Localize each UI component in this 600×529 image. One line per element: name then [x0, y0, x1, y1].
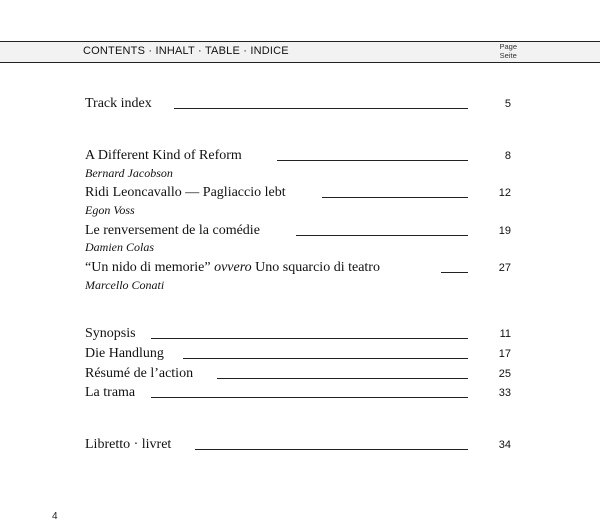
- toc-entry-page: 12: [498, 187, 511, 199]
- leader-line: [217, 378, 468, 379]
- toc-entry-renversement-de-la-comedie[interactable]: [85, 222, 511, 240]
- toc-entry-title: La trama: [85, 385, 136, 400]
- toc-entry-page: 19: [498, 225, 511, 237]
- toc-entry-title: Ridi Leoncavallo — Pagliaccio lebt: [85, 185, 286, 200]
- toc-entry-ridi-leoncavallo[interactable]: [85, 184, 511, 202]
- page-label-de: Seite: [499, 51, 517, 60]
- toc-entry-title: [85, 259, 380, 277]
- toc-entry-page: 34: [498, 439, 511, 451]
- toc-entry-page: 11: [499, 328, 511, 340]
- toc-entry-title: Libretto · livret: [85, 437, 172, 452]
- toc-entry-author: Bernard Jacobson: [85, 166, 173, 180]
- toc-entry-author: Egon Voss: [85, 203, 135, 217]
- toc-entry-libretto[interactable]: [85, 436, 511, 454]
- folio-page-number: 4: [52, 511, 58, 522]
- toc-entry-die-handlung[interactable]: [85, 345, 511, 363]
- toc-entry-page: 5: [504, 98, 511, 110]
- page-label-en: Page: [499, 42, 517, 51]
- leader-line: [174, 108, 468, 109]
- leader-line: [296, 235, 468, 236]
- toc-entry-title: Le renversement de la comédie: [85, 223, 260, 238]
- contents-heading: CONTENTS · INHALT · TABLE · INDICE: [83, 45, 289, 57]
- toc-entry-title: Track index: [85, 96, 152, 111]
- toc-entry-la-trama[interactable]: [85, 384, 511, 402]
- toc-entry-title: Die Handlung: [85, 346, 164, 361]
- leader-line: [277, 160, 468, 161]
- toc-entry-page: 25: [498, 368, 511, 380]
- contents-header-band: [0, 41, 600, 63]
- toc-title-italic: ovvero: [214, 260, 252, 275]
- toc-entry-synopsis[interactable]: [85, 325, 511, 343]
- leader-line: [441, 272, 468, 273]
- toc-entry-page: 27: [498, 262, 511, 274]
- toc-entry-author: Damien Colas: [85, 240, 154, 254]
- leader-line: [151, 397, 468, 398]
- toc-entry-author: Marcello Conati: [85, 278, 165, 292]
- toc-entry-resume-de-l-action[interactable]: [85, 365, 511, 383]
- leader-line: [195, 449, 468, 450]
- toc-entry-title: A Different Kind of Reform: [85, 148, 242, 163]
- toc-entry-page: 8: [504, 150, 511, 162]
- toc-title-part2: Uno squarcio di teatro: [251, 260, 380, 275]
- toc-entry-page: 17: [498, 348, 511, 360]
- leader-line: [183, 358, 468, 359]
- toc-entry-un-nido-di-memorie[interactable]: [85, 259, 511, 277]
- toc-entry-different-kind-of-reform[interactable]: [85, 147, 511, 165]
- toc-entry-track-index[interactable]: [85, 95, 511, 113]
- page-column-label: [499, 42, 517, 60]
- toc-entry-page: 33: [498, 387, 511, 399]
- toc-entry-title: Synopsis: [85, 326, 136, 341]
- leader-line: [322, 197, 468, 198]
- toc-entry-title: Résumé de l’action: [85, 366, 194, 381]
- leader-line: [151, 338, 468, 339]
- toc-title-part1: “Un nido di memorie”: [85, 260, 215, 275]
